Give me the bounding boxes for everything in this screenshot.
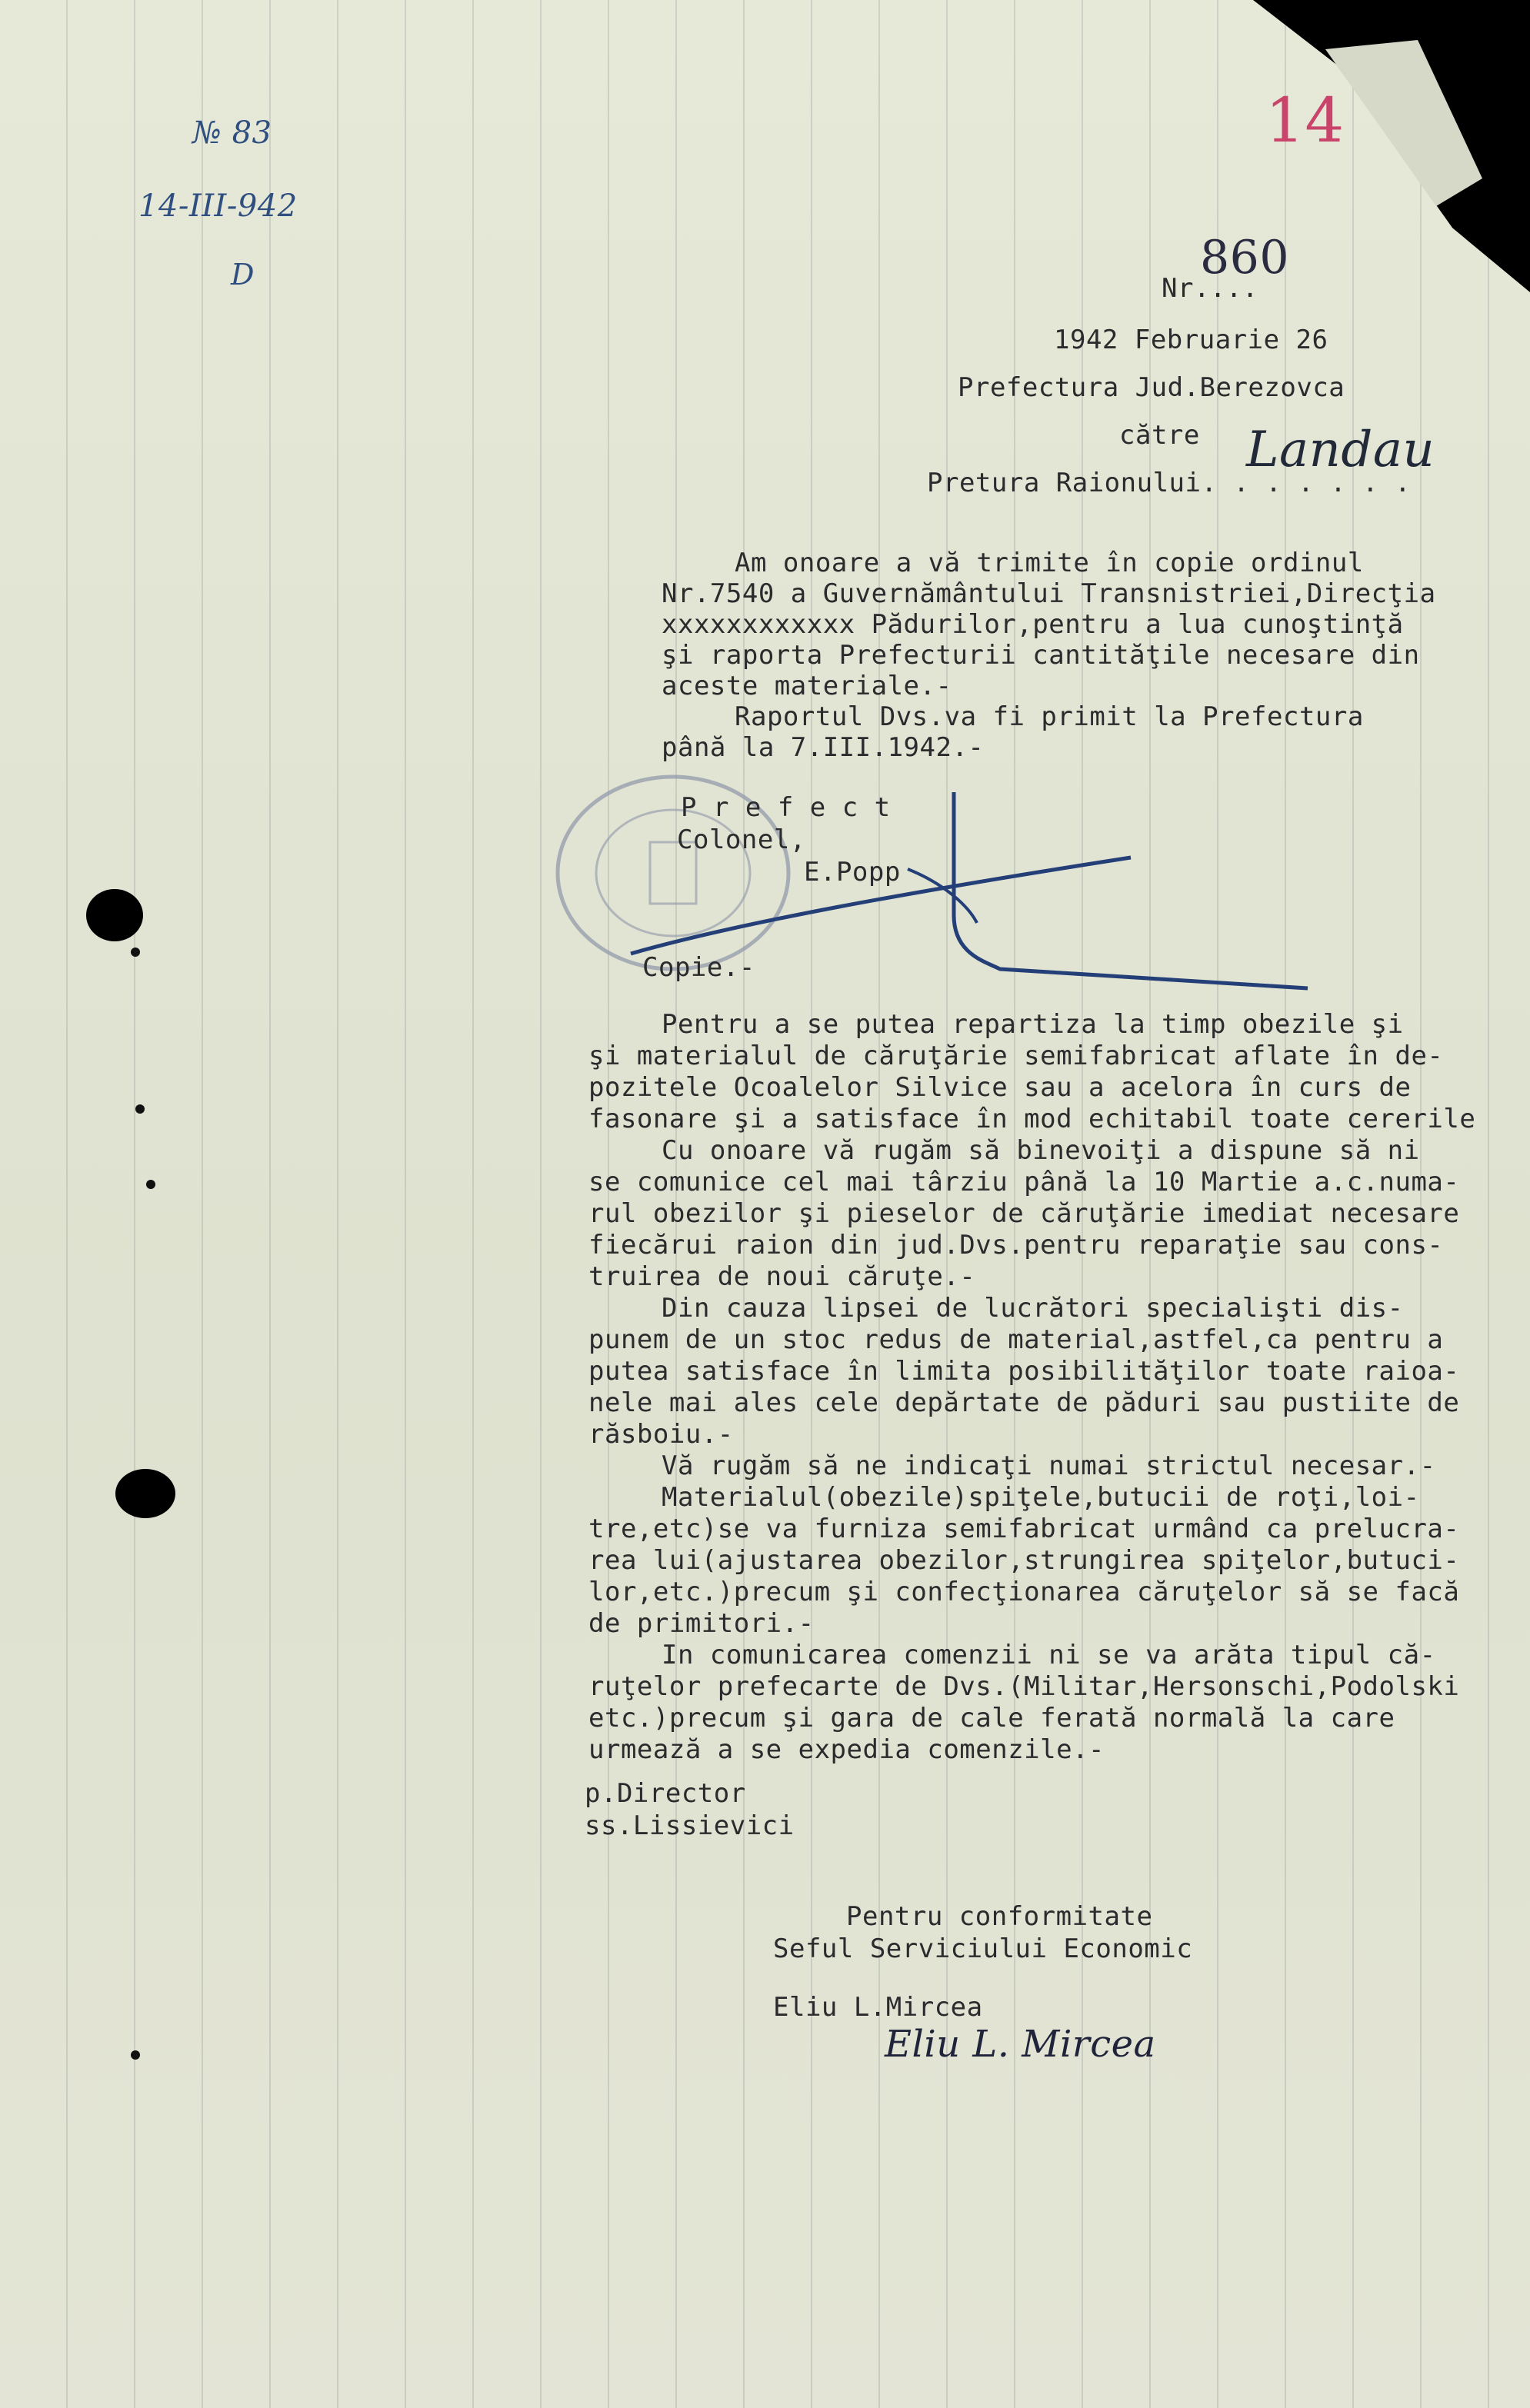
pin-hole: [135, 1104, 145, 1114]
copy-line: tre,etc)se va furniza semifabricat urmând ca prelucra-: [588, 1514, 1460, 1544]
copy-line: punem de un stoc redus de material,astfel,ca pentru a: [588, 1324, 1444, 1355]
copy-line: Pentru a se putea repartiza la timp obezile şi: [662, 1009, 1404, 1040]
to-word: către: [1119, 420, 1200, 451]
director-name: ss.Lissievici: [585, 1810, 795, 1841]
prefect-rank: Colonel,: [677, 824, 806, 855]
copy-line: se comunice cel mai târziu până la 10 Martie a.c.numa-: [588, 1167, 1460, 1197]
body-line: aceste materiale.-: [662, 671, 952, 701]
copy-line: In comunicarea comenzii ni se va arăta tipul că-: [662, 1640, 1436, 1670]
punch-hole: [115, 1469, 175, 1518]
copy-line: răsboiu.-: [588, 1419, 734, 1450]
copy-line: Din cauza lipsei de lucrători specialişti dis-: [662, 1293, 1404, 1324]
copy-line: lor,etc.)precum şi confecţionarea căruţelor să se facă: [588, 1577, 1460, 1607]
copy-line: ruţelor prefecarte de Dvs.(Militar,Hersonschi,Podolski: [588, 1671, 1460, 1702]
conformity-title: Pentru conformitate: [846, 1901, 1153, 1932]
copy-line: fasonare şi a satisface în mod echitabil toate cererile: [588, 1104, 1476, 1134]
registry-date: 14-III-942: [138, 188, 298, 224]
pin-hole: [146, 1180, 155, 1189]
body-line: Am onoare a vă trimite în copie ordinul: [735, 548, 1364, 578]
prefect-title: P r e f e c t: [681, 792, 891, 823]
registry-number: № 83: [192, 115, 272, 151]
conformity-signature: Eliu L. Mircea: [885, 2023, 1156, 2066]
copy-label: Copie.-: [642, 952, 755, 983]
registry-mark: D: [231, 258, 255, 291]
pretura-line: Pretura Raionului. . . . . . .: [927, 468, 1412, 498]
copy-line: Materialul(obezile)spiţele,butucii de roţi,loi-: [662, 1482, 1420, 1513]
nr-line: Nr....: [1162, 273, 1258, 304]
body-line: Nr.7540 a Guvernământului Transnistriei,Direcţia: [662, 578, 1436, 609]
copy-line: Cu onoare vă rugăm să binevoiţi a dispune să ni: [662, 1135, 1420, 1166]
letter-date: 1942 Februarie 26: [1054, 325, 1328, 355]
nr-handwritten: 860: [1200, 231, 1290, 285]
copy-line: nele mai ales cele depărtate de păduri sau pustiite de: [588, 1387, 1460, 1418]
director-line: p.Director: [585, 1778, 746, 1809]
pin-hole: [131, 948, 140, 957]
sender: Prefectura Jud.Berezovca: [958, 372, 1345, 403]
copy-line: pozitele Ocoalelor Silvice sau a acelora în curs de: [588, 1072, 1412, 1103]
copy-line: Vă rugăm să ne indicaţi numai strictul necesar.-: [662, 1450, 1436, 1481]
punch-hole: [86, 889, 143, 941]
copy-line: rea lui(ajustarea obezilor,strungirea spiţelor,butuci-: [588, 1545, 1460, 1576]
recipient-handwritten: Landau: [1246, 421, 1435, 478]
body-line: Raportul Dvs.va fi primit la Prefectura: [735, 701, 1364, 732]
copy-line: rul obezilor şi pieselor de căruţărie imediat necesare: [588, 1198, 1460, 1229]
copy-line: de primitori.-: [588, 1608, 815, 1639]
body-line: până la 7.III.1942.-: [662, 732, 985, 763]
copy-line: truirea de noui căruţe.-: [588, 1261, 976, 1292]
pin-hole: [131, 2050, 140, 2060]
page-number: 14: [1265, 85, 1345, 156]
copy-line: putea satisface în limita posibilităţilor toate raioa-: [588, 1356, 1460, 1387]
body-line: xxxxxxxxxxxx Pădurilor,pentru a lua cunoştinţă: [662, 609, 1404, 640]
conformity-name: Eliu L.Mircea: [773, 1992, 983, 2023]
prefect-name: E.Popp: [804, 857, 901, 888]
copy-line: etc.)precum şi gara de cale ferată normală la care: [588, 1703, 1395, 1734]
copy-line: urmează a se expedia comenzile.-: [588, 1734, 1105, 1765]
conformity-role: Seful Serviciului Economic: [773, 1933, 1193, 1964]
copy-line: fiecărui raion din jud.Dvs.pentru reparaţie sau cons-: [588, 1230, 1444, 1261]
copy-line: şi materialul de căruţărie semifabricat aflate în de-: [588, 1041, 1444, 1071]
body-line: şi raporta Prefecturii cantităţile necesare din: [662, 640, 1420, 671]
